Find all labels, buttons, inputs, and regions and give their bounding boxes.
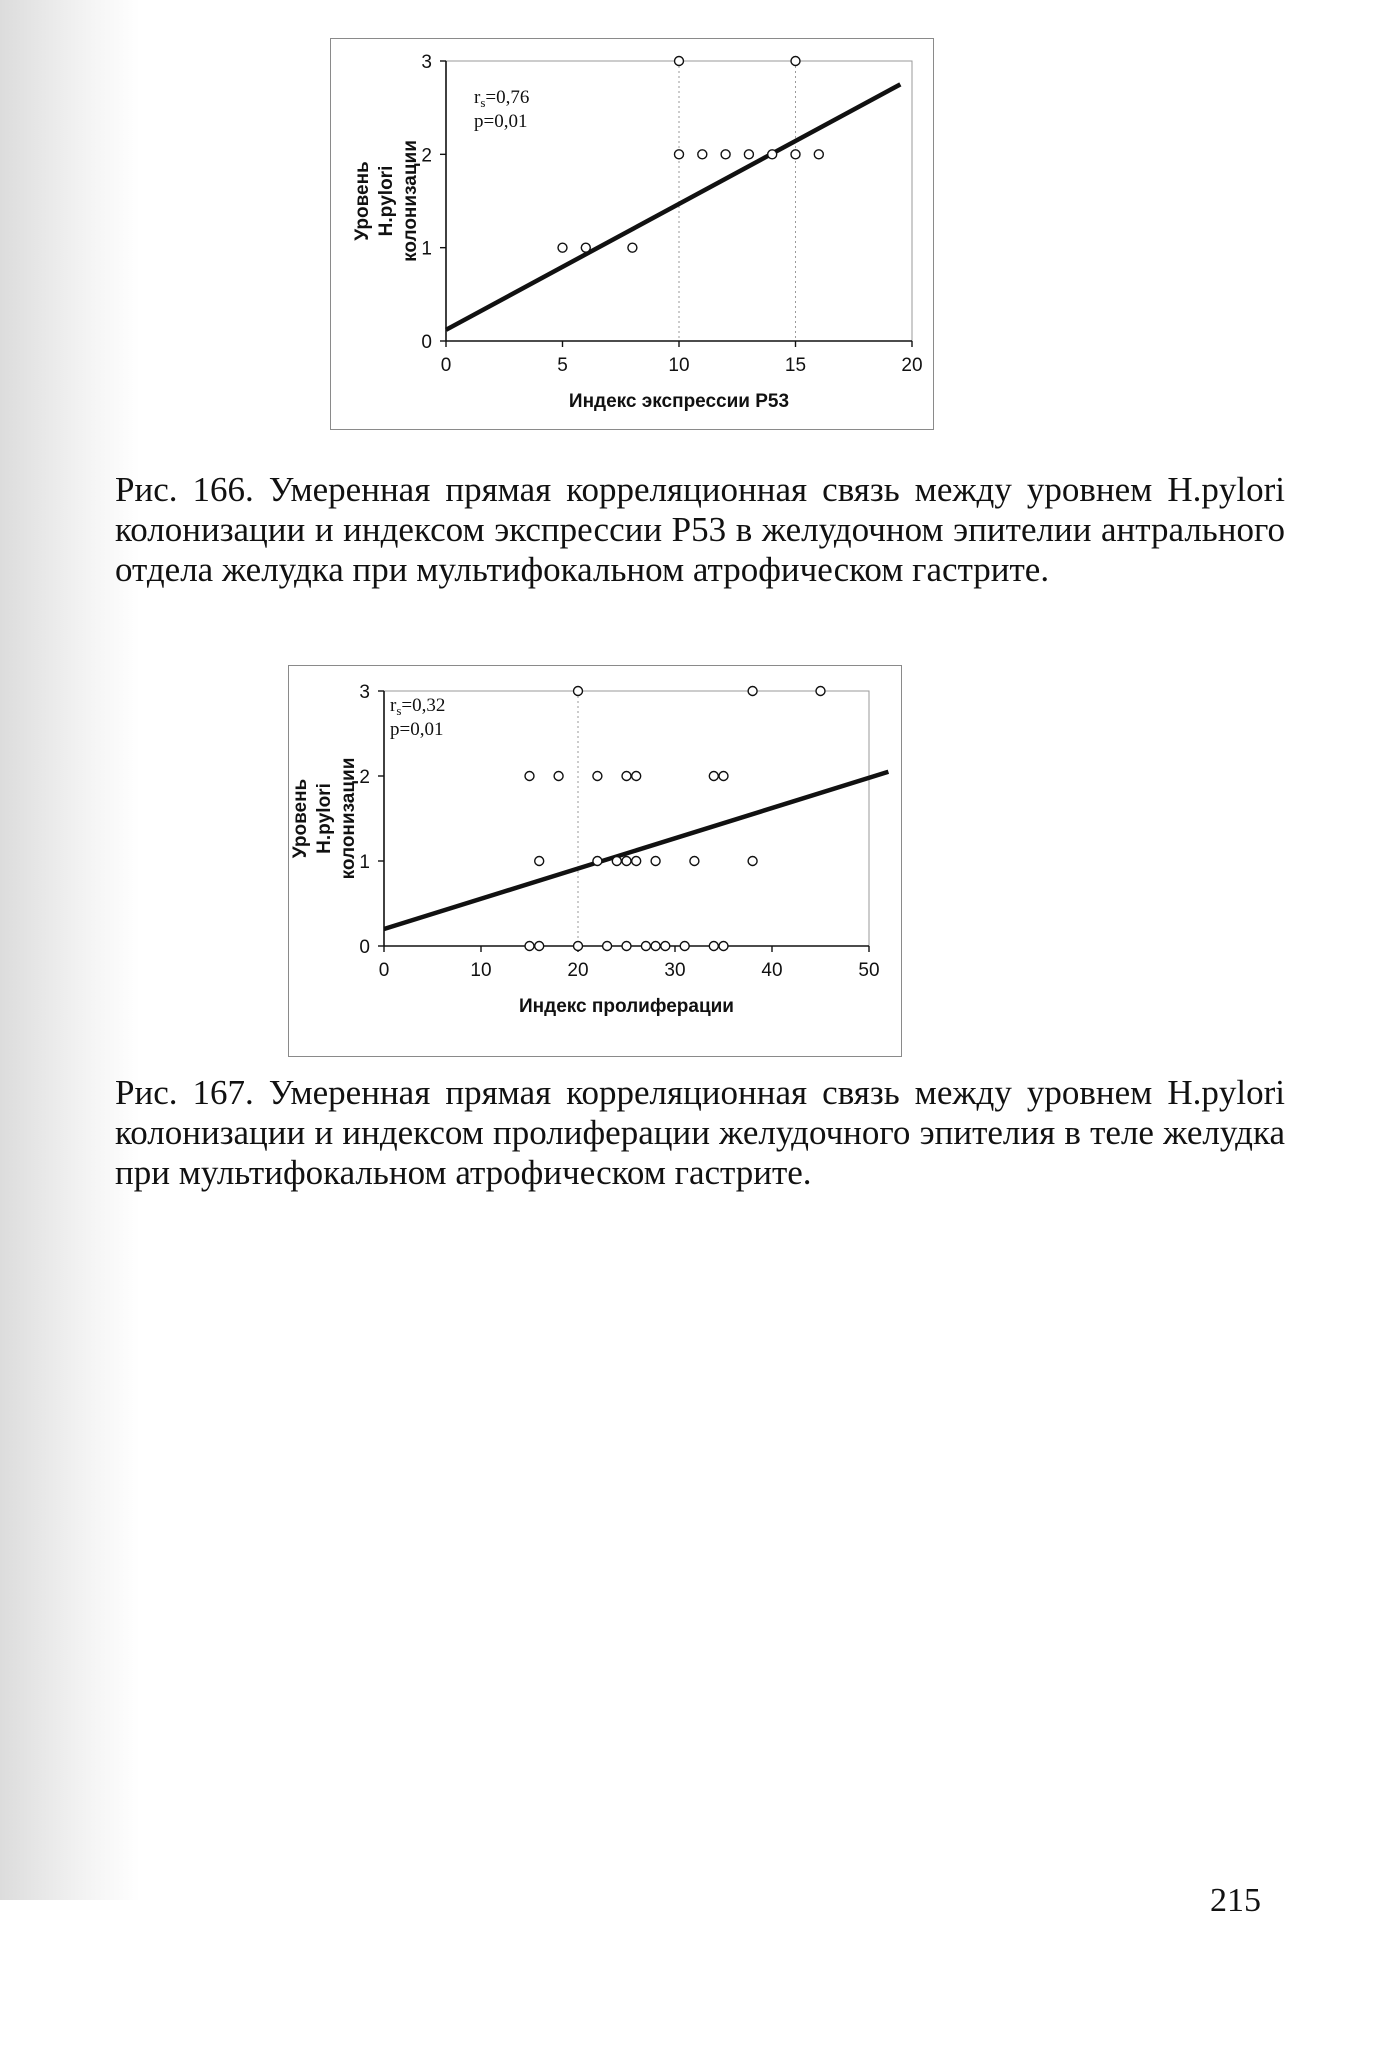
data-point xyxy=(574,687,583,696)
chart-166-frame xyxy=(330,38,934,430)
rs-value: $r_s=0,76$ xyxy=(474,87,530,110)
data-point xyxy=(612,857,621,866)
data-point xyxy=(814,150,823,159)
trendline xyxy=(384,772,888,929)
y-tick-label: 1 xyxy=(359,852,370,873)
x-tick-label: 10 xyxy=(470,960,492,981)
x-tick-label: 20 xyxy=(567,960,589,981)
y-tick-label: 3 xyxy=(421,52,432,73)
data-point xyxy=(603,942,612,951)
page-number: 215 xyxy=(1210,1882,1261,1919)
data-point xyxy=(719,942,728,951)
chart-167-frame xyxy=(288,665,902,1057)
y-axis-label-line: Уровень xyxy=(290,778,311,859)
y-axis-label-line: H.pylori xyxy=(376,165,397,237)
y-tick-label: 3 xyxy=(359,682,370,703)
data-point xyxy=(622,857,631,866)
data-point xyxy=(641,942,650,951)
data-point xyxy=(744,150,753,159)
x-tick-label: 0 xyxy=(378,960,390,981)
y-tick-label: 2 xyxy=(359,767,370,788)
x-axis-label: Индекс пролиферации xyxy=(519,996,734,1017)
data-point xyxy=(632,857,641,866)
x-tick-label: 5 xyxy=(557,355,568,376)
data-point xyxy=(709,942,718,951)
data-point xyxy=(622,942,631,951)
data-point xyxy=(593,857,602,866)
x-tick-label: 20 xyxy=(901,355,923,376)
chart-166 xyxy=(331,39,933,429)
stat-annotation xyxy=(390,695,445,740)
data-point xyxy=(709,772,718,781)
data-point xyxy=(525,772,534,781)
data-point xyxy=(719,772,728,781)
y-tick-label: 0 xyxy=(359,937,370,958)
x-tick-label: 50 xyxy=(858,960,880,981)
data-point xyxy=(791,57,800,66)
rs-value: $r_s=0,32$ xyxy=(390,695,446,718)
scan-edge-shading xyxy=(0,0,140,1900)
data-point xyxy=(690,857,699,866)
y-axis-label-line: H.pylori xyxy=(314,783,335,854)
caption-fig-167: Рис. 167. Умеренная прямая корреляционная связь между уровнем H.pylori колонизации и индексом пролиферации желудочного эпителия в теле желудка при мультифокальном атрофическом гастрите. xyxy=(115,1073,1285,1192)
data-point xyxy=(535,857,544,866)
chart-167 xyxy=(289,666,901,1056)
data-point xyxy=(632,772,641,781)
data-point xyxy=(628,243,637,252)
y-axis-label xyxy=(352,140,421,262)
y-axis-label xyxy=(290,758,359,880)
data-point xyxy=(748,857,757,866)
data-point xyxy=(768,150,777,159)
data-point xyxy=(698,150,707,159)
data-point xyxy=(748,687,757,696)
y-tick-label: 0 xyxy=(421,332,432,353)
p-value: p=0,01 xyxy=(390,719,444,740)
data-point xyxy=(593,772,602,781)
x-tick-label: 0 xyxy=(440,355,452,376)
x-tick-label: 30 xyxy=(664,960,686,981)
y-axis-label-line: колонизации xyxy=(338,757,359,880)
data-point xyxy=(651,942,660,951)
y-tick-label: 2 xyxy=(421,145,432,167)
data-point xyxy=(554,772,563,781)
data-point xyxy=(581,243,590,252)
data-point xyxy=(535,942,544,951)
y-axis-label-line: колонизации xyxy=(400,140,421,262)
data-point xyxy=(651,857,660,866)
data-point xyxy=(680,942,689,951)
x-tick-label: 10 xyxy=(668,355,690,376)
data-point xyxy=(791,150,800,159)
y-tick-label: 1 xyxy=(421,238,432,260)
caption-fig-166: Рис. 166. Умеренная прямая корреляционная связь между уровнем H.pylori колонизации и индексом экспрессии Р53 в желудочном эпителии антрального отдела желудка при мультифокальном атрофическом гастрите. xyxy=(115,470,1285,589)
data-point xyxy=(675,57,684,66)
p-value: p=0,01 xyxy=(474,111,528,132)
data-point xyxy=(622,772,631,781)
y-axis-label-line: Уровень xyxy=(352,161,373,241)
data-point xyxy=(574,942,583,951)
stat-annotation xyxy=(474,87,529,132)
x-tick-label: 15 xyxy=(784,355,807,376)
data-point xyxy=(525,942,534,951)
data-point xyxy=(661,942,670,951)
data-point xyxy=(816,687,825,696)
data-point xyxy=(558,243,567,252)
x-axis-label: Индекс экспрессии Р53 xyxy=(568,391,790,412)
data-point xyxy=(675,150,684,159)
x-tick-label: 40 xyxy=(761,960,783,981)
data-point xyxy=(721,150,730,159)
